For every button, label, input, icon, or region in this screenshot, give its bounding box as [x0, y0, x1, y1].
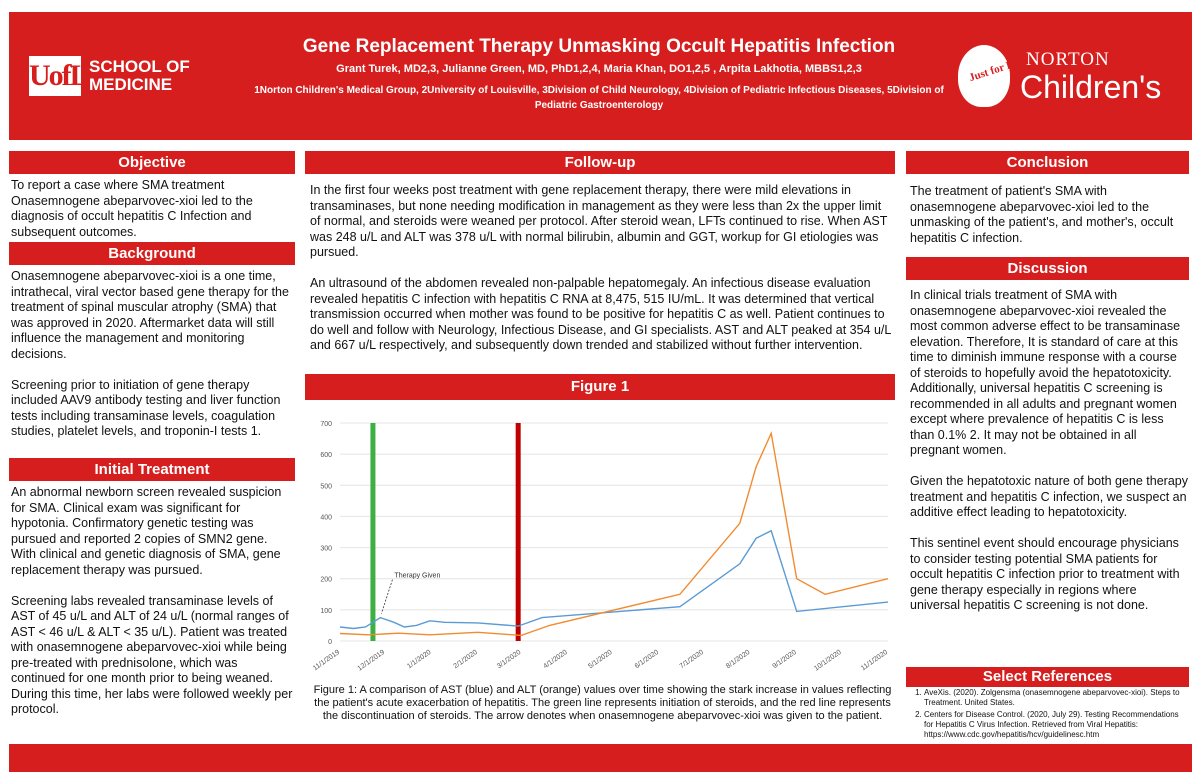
initial-treatment-text	[11, 485, 293, 718]
just-for-kids-badge: Just for Kids	[967, 53, 1030, 85]
poster-title: Gene Replacement Therapy Unmasking Occult Hepatitis Infection	[302, 36, 896, 57]
initial-treatment-paragraph-1: An abnormal newborn screen revealed suspicion for SMA. Clinical exam was significant for hypotonia. Confirmatory genetic testing was pursued and reported 2 copies of SMN2 gene. With clinical and genetic diagnosis of SMA, gene replacement therapy was pursued.	[11, 485, 282, 577]
steroid-marker-line	[516, 423, 521, 641]
y-tick-label: 700	[320, 421, 332, 428]
objective-paragraph: To report a case where SMA treatment Onasemnogene abeparvovec-xioi led to the diagnosis of occult hepatitis C Infection and subsequent outcomes.	[11, 178, 253, 239]
background-text	[11, 269, 293, 440]
series-line-alt	[340, 433, 888, 635]
objective-heading: Objective	[9, 151, 295, 174]
x-tick-label: 6/1/2020	[633, 648, 661, 671]
x-tick-label: 10/1/2020	[813, 648, 843, 673]
initial-treatment-paragraph-2: Screening labs revealed transaminase levels of AST of 45 u/L and ALT of 24 u/L (normal ranges of AST < 46 u/L & ALT < 35 u/L). Patient was treated with onasemnogene abeparvovec-xioi while being pre-treated with prednisolone, which was continued for one month prior to being weaned. During this time, her labs were followed weekly per protocol.	[11, 593, 293, 716]
conclusion-text	[910, 184, 1188, 246]
discussion-paragraph-2: Given the hepatotoxic nature of both gene therapy treatment and hepatitis C infection, we suspect an additive effect leading to hepatotoxicity.	[910, 474, 1188, 519]
uofl-mark: UofL	[29, 56, 81, 96]
poster-footer	[9, 744, 1192, 772]
uofl-school-of-medicine-logo	[29, 56, 190, 96]
follow-up-text	[310, 183, 892, 354]
x-tick-label: 11/1/2020	[860, 648, 890, 673]
y-tick-label: 600	[320, 452, 332, 460]
x-tick-label: 2/1/2020	[452, 648, 479, 671]
conclusion-paragraph: The treatment of patient's SMA with onasemnogene abeparvovec-xioi led to the unmasking of the patient's, and mother's, occult hepatitis C infection.	[910, 184, 1174, 245]
initial-treatment-heading: Initial Treatment	[9, 458, 295, 481]
reference-item: 2. Centers for Disease Control. (2020, July 29). Testing Recommendations for Hepatitis C Virus Infection. Retrieved from Viral Hepatitis: https://www.cdc.gov/hepatitis/hcv/guidelinesc.htm	[924, 710, 1190, 740]
background-paragraph-1: Onasemnogene abeparvovec-xioi is a one time, intrathecal, viral vector based gene therapy for the treatment of spinal muscular atrophy (SMA) that was approved in 2020. Aftermarket data will still influence the management and monitoring decisions.	[11, 269, 289, 361]
background-heading: Background	[9, 242, 295, 265]
x-tick-label: 1/1/2020	[406, 648, 433, 671]
norton-childrens-logo	[948, 45, 1178, 115]
figure-heading: Figure 1	[305, 374, 895, 400]
logo-left-line1: SCHOOL OF	[89, 57, 190, 76]
references-list	[910, 688, 1190, 742]
x-tick-label: 12/1/2019	[356, 648, 387, 673]
discussion-text	[910, 288, 1188, 614]
therapy-given-annotation: Therapy Given	[394, 572, 441, 580]
line-chart	[308, 401, 895, 681]
y-tick-label: 0	[328, 639, 332, 646]
therapy-arrow-icon	[381, 580, 392, 614]
y-tick-label: 500	[320, 483, 332, 491]
follow-up-paragraph-2: An ultrasound of the abdomen revealed non-palpable hepatomegaly. An infectious disease evaluation revealed hepatitis C infection with hepatitis C RNA at 8,475, 515 IU/mL. It was determined that vertical transmission occurred when mother was found to be positive for hepatitis C as well. Patient continues to do well and follow with Neurology, Infectious Disease, and GI specialists. AST and ALT peaked at 354 u/L and 667 u/L respectively, and subsequently down trended and stabilized without further intervention.	[310, 276, 891, 352]
follow-up-heading: Follow-up	[305, 151, 895, 174]
y-tick-label: 400	[320, 514, 332, 522]
x-tick-label: 3/1/2020	[495, 648, 523, 671]
poster-header	[9, 12, 1192, 140]
follow-up-paragraph-1: In the first four weeks post treatment with gene replacement therapy, there were mild elevations in transaminases, but none needing modification in management as they were less than 2x the upper limit of normal, and steroids were weaned per protocol. After steroid wean, LFTs continued to rise. When AST was 248 u/L and ALT was 378 u/L with normal bilirubin, albumin and GGT, workup for GI etiologies was pursued.	[310, 183, 888, 259]
x-tick-label: 9/1/2020	[771, 648, 798, 671]
x-tick-label: 7/1/2020	[678, 648, 705, 671]
y-tick-label: 100	[320, 607, 332, 615]
logo-right-line2: Children's	[1020, 69, 1162, 105]
objective-text	[11, 178, 293, 240]
x-tick-label: 8/1/2020	[725, 648, 752, 671]
logo-right-line1: NORTON	[1026, 49, 1110, 70]
poster-authors: Grant Turek, MD2,3, Julianne Green, MD, PhD1,2,4, Maria Khan, DO1,2,5 , Arpita Lakhotia, MBBS1,2,3	[336, 63, 862, 75]
discussion-paragraph-3: This sentinel event should encourage physicians to consider testing potential SMA patients for occult hepatitis C infection prior to treatment with gene therapy especially in regions where universal hepatitis C screening is not done.	[910, 536, 1180, 612]
discussion-heading: Discussion	[906, 257, 1189, 280]
reference-item: 1. AveXis. (2020). Zolgensma (onasemnogene abeparvovec-xioi). Steps to Treatment. United States.	[924, 688, 1190, 708]
figure-caption: Figure 1: A comparison of AST (blue) and ALT (orange) values over time showing the stark increase in values reflecting the patient's acute exacerbation of hepatitis. The green line represents initiation of steroids, and the red line represents the discontinuation of steroids. The arrow denotes when onasemnogene abeparvovec-xioi was given to the patient.	[313, 684, 892, 722]
discussion-paragraph-1: In clinical trials treatment of SMA with onasemnogene abeparvovec-xioi revealed the most common adverse effect to be transaminase elevation. Therefore, It is standard of care at this time to diminish immune response with a course of steroids to hopefully avoid the hepatotoxicity. Additionally, universal hepatitis C screening is recommended in all adults and pregnant women except where prevalence of hepatitis C is less than 0.1% 2. It may not be obtained in all pregnant women.	[910, 288, 1181, 457]
conclusion-heading: Conclusion	[906, 151, 1189, 174]
x-tick-label: 4/1/2020	[542, 648, 569, 671]
y-tick-label: 300	[320, 545, 332, 553]
steroid-marker-line	[370, 423, 375, 641]
references-heading: Select References	[906, 667, 1189, 687]
figure-1-chart	[308, 401, 895, 681]
x-tick-label: 11/1/2019	[312, 648, 342, 673]
background-paragraph-2: Screening prior to initiation of gene therapy included AAV9 antibody testing and liver function tests including transaminase levels, coagulation studies, platelet levels, and troponin-I tests 1.	[11, 377, 281, 438]
x-tick-label: 5/1/2020	[587, 648, 614, 671]
y-tick-label: 200	[320, 576, 332, 584]
poster-affiliations: 1Norton Children's Medical Group, 2University of Louisville, 3Division of Child Neurology, 4Division of Pediatric Infectious Diseases, 5Division of Pediatric Gastroenterology	[254, 85, 944, 111]
logo-left-line2: MEDICINE	[89, 75, 173, 94]
